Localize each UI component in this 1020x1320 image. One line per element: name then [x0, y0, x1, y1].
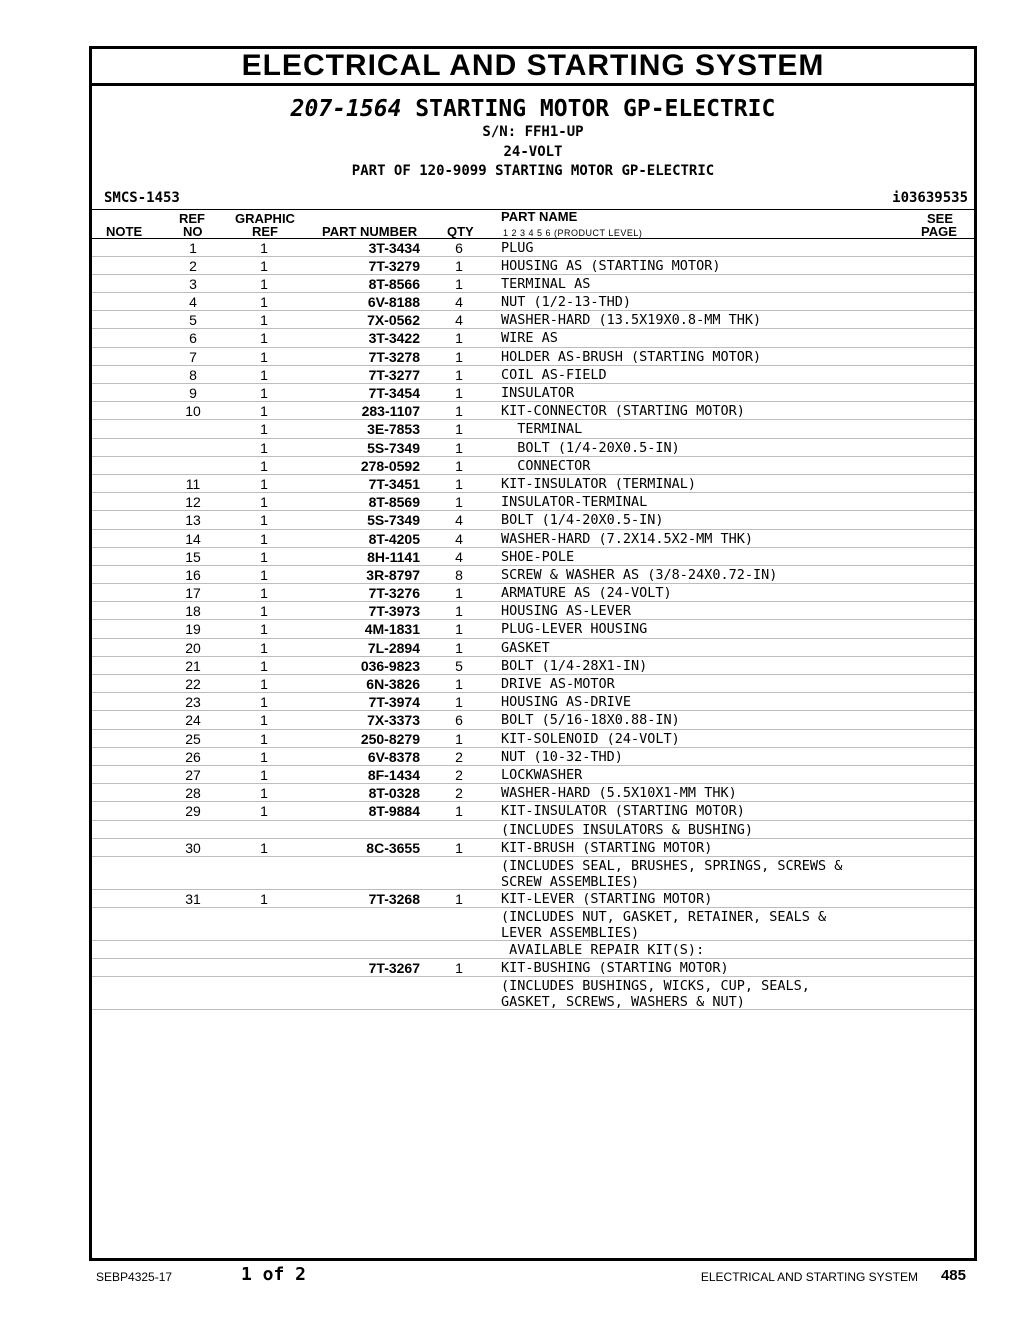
- part-name: PLUG-LEVER HOUSING: [501, 621, 648, 638]
- table-row: [92, 908, 974, 941]
- part-name: KIT-INSULATOR (STARTING MOTOR): [501, 803, 745, 820]
- part-number: 8C-3655: [366, 839, 420, 856]
- graphic-ref: 1: [260, 694, 268, 711]
- part-name: (INCLUDES INSULATORS & BUSHING): [501, 821, 753, 838]
- part-number: 278-0592: [360, 457, 420, 474]
- header-graphic-top: GRAPHIC: [235, 210, 295, 226]
- part-name: KIT-SOLENOID (24-VOLT): [501, 730, 680, 747]
- qty: 6: [455, 239, 463, 256]
- table-row: [92, 977, 974, 1010]
- qty: 1: [455, 330, 463, 347]
- part-name: BOLT (1/4-20X0.5-IN): [501, 439, 680, 456]
- part-number: 036-9823: [360, 657, 420, 674]
- part-number: 7T-3267: [368, 960, 420, 977]
- qty: 2: [455, 766, 463, 783]
- qty: 1: [455, 621, 463, 638]
- qty: 1: [455, 275, 463, 292]
- ref-no: 5: [189, 312, 197, 329]
- ref-no: 24: [185, 712, 201, 729]
- smcs-code: SMCS-1453: [104, 189, 180, 206]
- qty: 1: [455, 803, 463, 820]
- graphic-ref: 1: [260, 239, 268, 256]
- table-row: [92, 366, 974, 384]
- graphic-ref: 1: [260, 403, 268, 420]
- graphic-ref: 1: [260, 730, 268, 747]
- graphic-ref: 1: [260, 475, 268, 492]
- qty: 1: [455, 676, 463, 692]
- footer-page-of: 1 of 2: [241, 1264, 307, 1285]
- table-row: [92, 384, 974, 402]
- parts-table-body: [92, 239, 974, 1011]
- table-row: [92, 566, 974, 584]
- ref-no: 3: [189, 275, 197, 292]
- part-number: 7L-2894: [367, 639, 420, 656]
- header-part-name: PART NAME: [501, 208, 578, 224]
- system-title: ELECTRICAL AND STARTING SYSTEM: [92, 49, 974, 86]
- part-name: TERMINAL AS: [501, 275, 591, 292]
- part-number: 8T-9884: [368, 803, 420, 820]
- part-number: 5S-7349: [367, 439, 420, 456]
- voltage-label: 24-VOLT: [503, 143, 563, 160]
- ref-no: 2: [189, 257, 197, 274]
- table-row: [92, 293, 974, 311]
- part-name: HOUSING AS-DRIVE: [501, 694, 632, 711]
- table-row: [92, 821, 974, 839]
- qty: 1: [455, 439, 463, 456]
- illustration-id: i03639535: [892, 189, 968, 206]
- qty: 6: [455, 712, 463, 729]
- part-name: HOUSING AS (STARTING MOTOR): [501, 257, 721, 274]
- qty: 1: [455, 730, 463, 747]
- ref-no: 26: [185, 748, 201, 765]
- part-number: 7T-3279: [368, 257, 420, 274]
- table-row: [92, 857, 974, 890]
- ref-no: 15: [185, 548, 201, 565]
- part-name: ARMATURE AS (24-VOLT): [501, 585, 672, 602]
- table-row: [92, 548, 974, 566]
- ref-no: 23: [185, 694, 201, 711]
- qty: 1: [455, 366, 463, 383]
- qty: 5: [455, 657, 463, 674]
- table-row: [92, 420, 974, 438]
- table-row: [92, 530, 974, 548]
- part-name: LOCKWASHER: [501, 766, 583, 783]
- part-number: 7X-3373: [367, 712, 420, 729]
- part-name: KIT-BRUSH (STARTING MOTOR): [501, 839, 713, 856]
- qty: 1: [455, 403, 463, 420]
- graphic-ref: 1: [260, 639, 268, 656]
- qty: 4: [455, 548, 463, 565]
- ref-no: 18: [185, 603, 201, 620]
- ref-no: 22: [185, 676, 201, 692]
- ref-no: 7: [189, 348, 197, 365]
- part-name: SHOE-POLE: [501, 548, 575, 565]
- part-number: 7T-3973: [368, 603, 420, 620]
- part-name: SCREW & WASHER AS (3/8-24X0.72-IN): [501, 566, 778, 583]
- graphic-ref: 1: [260, 294, 268, 311]
- qty: 1: [455, 421, 463, 438]
- graphic-ref: 1: [260, 603, 268, 620]
- header-graphic-bottom: REF: [252, 223, 278, 239]
- part-name: BOLT (1/4-28X1-IN): [501, 657, 648, 674]
- part-number: 7T-3277: [368, 366, 420, 383]
- graphic-ref: 1: [260, 585, 268, 602]
- graphic-ref: 1: [260, 275, 268, 292]
- ref-no: 9: [189, 385, 197, 401]
- table-row: [92, 311, 974, 329]
- graphic-ref: 1: [260, 494, 268, 511]
- graphic-ref: 1: [260, 457, 268, 474]
- table-row: [92, 639, 974, 657]
- table-row: [92, 620, 974, 638]
- part-name: AVAILABLE REPAIR KIT(S):: [501, 942, 705, 959]
- table-row: [92, 675, 974, 693]
- table-row: [92, 457, 974, 475]
- part-name: NUT (1/2-13-THD): [501, 294, 632, 311]
- part-name: TERMINAL: [501, 421, 583, 438]
- graphic-ref: 1: [260, 785, 268, 802]
- table-row: [92, 439, 974, 457]
- qty: 4: [455, 312, 463, 329]
- table-row: [92, 748, 974, 766]
- part-number: 283-1107: [361, 403, 420, 420]
- qty: 1: [455, 603, 463, 620]
- part-number: 8F-1434: [367, 766, 420, 783]
- ref-no: 4: [189, 294, 197, 311]
- table-row: [92, 784, 974, 802]
- ref-no: 11: [185, 475, 201, 492]
- table-row: [92, 348, 974, 366]
- graphic-ref: 1: [260, 385, 268, 401]
- qty: 2: [455, 785, 463, 802]
- ref-no: 17: [185, 585, 201, 602]
- part-number: 7X-0562: [367, 312, 420, 329]
- qty: 2: [455, 748, 463, 765]
- table-row: [92, 475, 974, 493]
- qty: 8: [455, 566, 463, 583]
- part-number: 8T-8566: [368, 275, 420, 292]
- ref-no: 30: [185, 839, 201, 856]
- part-name: (INCLUDES BUSHINGS, WICKS, CUP, SEALS, GASKET, SCREWS, WASHERS & NUT): [501, 978, 810, 1011]
- header-part-number: PART NUMBER: [322, 223, 418, 239]
- table-row: [92, 584, 974, 602]
- table-row: [92, 802, 974, 820]
- graphic-ref: 1: [260, 766, 268, 783]
- part-name: KIT-BUSHING (STARTING MOTOR): [501, 960, 729, 977]
- graphic-ref: 1: [260, 330, 268, 347]
- part-number: 6N-3826: [366, 676, 420, 692]
- graphic-ref: 1: [260, 439, 268, 456]
- graphic-ref: 1: [260, 548, 268, 565]
- table-header: [92, 209, 974, 239]
- ref-no: 6: [189, 330, 197, 347]
- table-row: [92, 693, 974, 711]
- table-row: [92, 657, 974, 675]
- group-name: STARTING MOTOR GP-ELECTRIC: [415, 96, 776, 122]
- ref-no: 28: [185, 785, 201, 802]
- qty: 4: [455, 530, 463, 547]
- graphic-ref: 1: [260, 257, 268, 274]
- part-name: KIT-LEVER (STARTING MOTOR): [501, 890, 713, 907]
- part-number: 8H-1141: [367, 548, 420, 565]
- graphic-ref: 1: [260, 712, 268, 729]
- page-frame: [89, 46, 977, 1261]
- part-name: (INCLUDES SEAL, BRUSHES, SPRINGS, SCREWS & SCREW ASSEMBLIES): [501, 857, 843, 890]
- part-name: HOLDER AS-BRUSH (STARTING MOTOR): [501, 348, 762, 365]
- qty: 1: [455, 694, 463, 711]
- table-row: [92, 839, 974, 857]
- part-number: 6V-8378: [367, 748, 420, 765]
- table-row: [92, 602, 974, 620]
- part-number: 3E-7853: [367, 421, 420, 438]
- part-number: 7T-3454: [368, 385, 420, 401]
- part-number: 7T-3278: [368, 348, 420, 365]
- table-row: [92, 493, 974, 511]
- part-number: 7T-3276: [368, 585, 420, 602]
- group-number: 207-1564: [290, 96, 402, 122]
- graphic-ref: 1: [260, 366, 268, 383]
- part-number: 4M-1831: [364, 621, 420, 638]
- qty: 1: [455, 257, 463, 274]
- qty: 1: [455, 475, 463, 492]
- part-name: NUT (10-32-THD): [501, 748, 623, 765]
- ref-no: 10: [185, 403, 201, 420]
- table-row: [92, 959, 974, 977]
- part-name: HOUSING AS-LEVER: [501, 603, 632, 620]
- qty: 4: [455, 294, 463, 311]
- ref-no: 25: [185, 730, 201, 747]
- part-name: PLUG: [501, 239, 534, 256]
- ref-no: 31: [185, 890, 201, 907]
- header-see-top: SEE: [927, 210, 954, 226]
- graphic-ref: 1: [260, 621, 268, 638]
- graphic-ref: 1: [260, 348, 268, 365]
- table-row: [92, 257, 974, 275]
- part-name: WIRE AS: [501, 330, 558, 347]
- ref-no: 14: [185, 530, 201, 547]
- qty: 4: [455, 512, 463, 529]
- qty: 1: [455, 890, 463, 907]
- ref-no: 13: [185, 512, 201, 529]
- part-name: CONNECTOR: [501, 457, 591, 474]
- ref-no: 27: [185, 766, 201, 783]
- part-of-label: PART OF 120-9099 STARTING MOTOR GP-ELECTRIC: [351, 163, 715, 179]
- part-number: 7T-3268: [368, 890, 420, 907]
- header-ref-bottom: NO: [183, 223, 203, 239]
- table-row: [92, 711, 974, 729]
- graphic-ref: 1: [260, 839, 268, 856]
- part-name: COIL AS-FIELD: [501, 366, 607, 383]
- header-product-levels: 1 2 3 4 5 6 (PRODUCT LEVEL): [503, 227, 643, 238]
- ref-no: 19: [185, 621, 201, 638]
- graphic-ref: 1: [260, 657, 268, 674]
- graphic-ref: 1: [260, 748, 268, 765]
- table-row: [92, 941, 974, 959]
- table-row: [92, 402, 974, 420]
- graphic-ref: 1: [260, 676, 268, 692]
- part-name: INSULATOR-TERMINAL: [501, 494, 648, 511]
- part-number: 8T-4205: [368, 530, 420, 547]
- part-name: DRIVE AS-MOTOR: [501, 676, 615, 692]
- part-number: 8T-0328: [368, 785, 420, 802]
- part-name: KIT-CONNECTOR (STARTING MOTOR): [501, 403, 745, 420]
- ref-no: 20: [185, 639, 201, 656]
- part-number: 7T-3974: [368, 694, 420, 711]
- header-see-bottom: PAGE: [921, 223, 957, 239]
- graphic-ref: 1: [260, 512, 268, 529]
- ref-no: 12: [185, 494, 201, 511]
- header-note: NOTE: [106, 223, 143, 239]
- group-title: [92, 96, 974, 122]
- serial-range: S/N: FFH1-UP: [482, 124, 584, 140]
- part-number: 3T-3434: [368, 239, 420, 256]
- part-number: 5S-7349: [367, 512, 420, 529]
- graphic-ref: 1: [260, 890, 268, 907]
- qty: 1: [455, 839, 463, 856]
- table-row: [92, 730, 974, 748]
- ref-no: 1: [189, 239, 197, 256]
- ref-no: 29: [185, 803, 201, 820]
- part-name: INSULATOR: [501, 385, 575, 401]
- graphic-ref: 1: [260, 421, 268, 438]
- qty: 1: [455, 457, 463, 474]
- table-row: [92, 511, 974, 529]
- qty: 1: [455, 960, 463, 977]
- part-number: 3T-3422: [368, 330, 420, 347]
- footer-page-number: 485: [940, 1267, 966, 1284]
- table-row: [92, 890, 974, 908]
- part-number: 3R-8797: [366, 566, 420, 583]
- part-number: 6V-8188: [367, 294, 420, 311]
- part-number: 7T-3451: [368, 475, 420, 492]
- table-row: [92, 239, 974, 257]
- part-name: WASHER-HARD (7.2X14.5X2-MM THK): [501, 530, 753, 547]
- part-number: 8T-8569: [368, 494, 420, 511]
- graphic-ref: 1: [260, 530, 268, 547]
- part-name: BOLT (1/4-20X0.5-IN): [501, 512, 664, 529]
- header-ref-top: REF: [179, 210, 205, 226]
- qty: 1: [455, 585, 463, 602]
- qty: 1: [455, 348, 463, 365]
- ref-no: 21: [185, 657, 201, 674]
- part-name: (INCLUDES NUT, GASKET, RETAINER, SEALS & LEVER ASSEMBLIES): [501, 909, 827, 942]
- graphic-ref: 1: [260, 803, 268, 820]
- footer-doc-id: SEBP4325-17: [96, 1270, 173, 1284]
- part-name: GASKET: [501, 639, 550, 656]
- part-name: WASHER-HARD (5.5X10X1-MM THK): [501, 785, 737, 802]
- qty: 1: [455, 385, 463, 401]
- ref-no: 16: [185, 566, 201, 583]
- footer-section: ELECTRICAL AND STARTING SYSTEM: [700, 1270, 918, 1284]
- part-name: BOLT (5/16-18X0.88-IN): [501, 712, 680, 729]
- id-bar: [92, 187, 974, 209]
- header-qty: QTY: [447, 223, 474, 239]
- ref-no: 8: [189, 366, 197, 383]
- graphic-ref: 1: [260, 566, 268, 583]
- graphic-ref: 1: [260, 312, 268, 329]
- part-number: 250-8279: [360, 730, 420, 747]
- table-row: [92, 275, 974, 293]
- table-row: [92, 329, 974, 347]
- part-name: KIT-INSULATOR (TERMINAL): [501, 475, 697, 492]
- qty: 1: [455, 639, 463, 656]
- table-row: [92, 766, 974, 784]
- part-name: WASHER-HARD (13.5X19X0.8-MM THK): [501, 312, 762, 329]
- qty: 1: [455, 494, 463, 511]
